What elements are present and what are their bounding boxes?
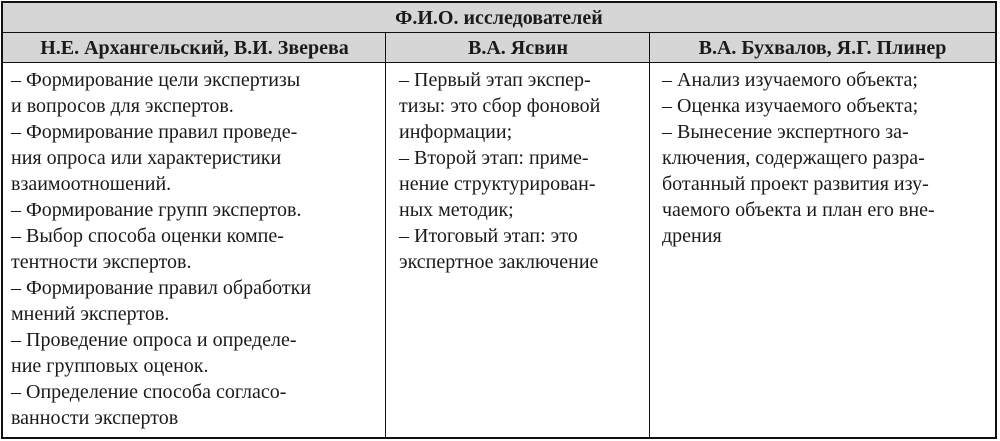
text-line: ния опроса или характеристики bbox=[11, 147, 282, 169]
column-bukhvalov-pliner bbox=[662, 63, 992, 437]
text-line: – Анализ изучаемого объекта; bbox=[662, 69, 918, 91]
header-bukhvalov-pliner: В.А. Бухвалов, Я.Г. Плинер bbox=[698, 37, 947, 59]
text-line: и вопросов для экспертов. bbox=[11, 95, 234, 117]
text-line: – Оценка изучаемого объекта; bbox=[662, 95, 919, 117]
header-arkhangelsky-zvereva: Н.Е. Архангельский, В.И. Зверева bbox=[40, 37, 349, 59]
column-arkhangelsky-zvereva bbox=[11, 63, 383, 437]
text-line: дрения bbox=[662, 225, 722, 247]
text-line: экспертное заключение bbox=[399, 251, 599, 273]
researchers-table bbox=[1, 1, 997, 439]
cell-text bbox=[11, 67, 383, 431]
text-line: информации; bbox=[399, 121, 513, 143]
table-body-row bbox=[3, 63, 995, 437]
text-line: тизы: это сбор фоновой bbox=[399, 95, 601, 117]
text-line: ключения, содержащего разра- bbox=[662, 147, 925, 169]
column-yasvin bbox=[399, 63, 647, 437]
cell-text bbox=[399, 67, 647, 275]
text-line: – Первый этап экспер- bbox=[399, 69, 591, 91]
text-line: ных методик; bbox=[399, 199, 514, 221]
table-title: Ф.И.О. исследователей bbox=[3, 3, 995, 33]
cell-text bbox=[662, 67, 992, 249]
text-line: тентности экспертов. bbox=[11, 251, 192, 273]
text-line: чаемого объекта и план его вне- bbox=[662, 199, 935, 221]
text-line: ботанный проект развития изу- bbox=[662, 173, 929, 195]
text-line: мнений экспертов. bbox=[11, 303, 170, 325]
text-line: – Формирование правил обработки bbox=[11, 277, 312, 299]
text-line: – Вынесение экспертного за- bbox=[662, 121, 909, 143]
text-line: – Итоговый этап: это bbox=[399, 225, 578, 247]
text-line: нение структурирован- bbox=[399, 173, 596, 195]
text-line: – Формирование групп экспертов. bbox=[11, 199, 302, 221]
text-line: – Формирование цели экспертизы bbox=[11, 69, 301, 91]
table-header-row bbox=[3, 33, 995, 63]
text-line: – Выбор способа оценки компе- bbox=[11, 225, 284, 247]
header-yasvin: В.А. Ясвин bbox=[468, 37, 568, 59]
text-line: – Второй этап: приме- bbox=[399, 147, 589, 169]
text-line: ванности экспертов bbox=[11, 407, 179, 429]
text-line: – Формирование правил проведе- bbox=[11, 121, 298, 143]
text-line: взаимоотношений. bbox=[11, 173, 172, 195]
text-line: – Определение способа согласо- bbox=[11, 381, 287, 403]
text-line: ние групповых оценок. bbox=[11, 355, 209, 377]
text-line: – Проведение опроса и определе- bbox=[11, 329, 297, 351]
